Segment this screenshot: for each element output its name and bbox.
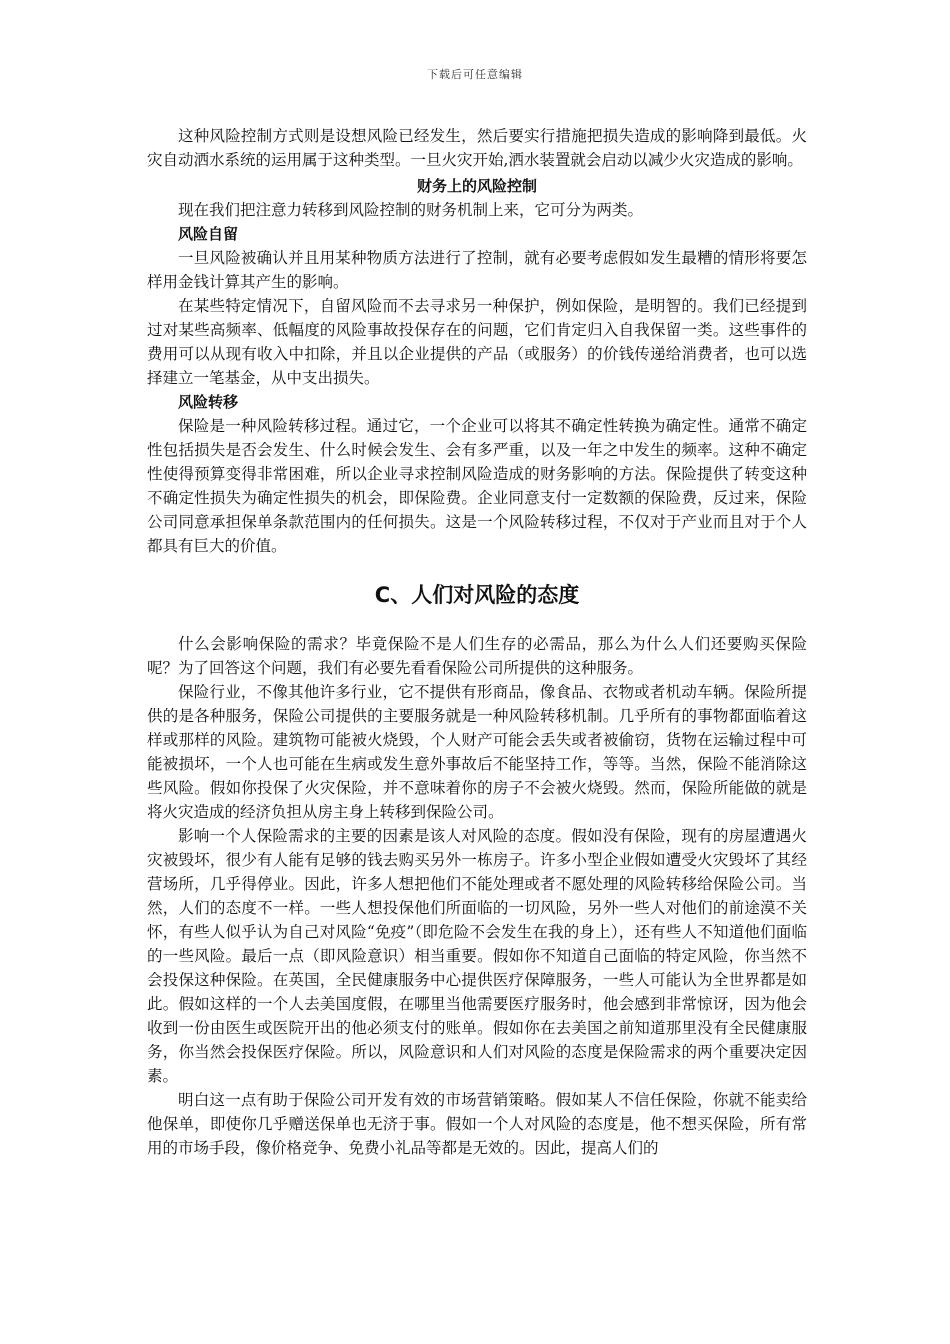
paragraph-transfer: 保险是一种风险转移过程。通过它，一个企业可以将其不确定性转换为确定性。通常不确定性包括损失是否会发生、什么时候会发生、会有多严重，以及一年之中发生的频率。这种不确定性使得预算变得非常困难，所以企业寻求控制风险造成的财务影响的方法。保险提供了转变这种不确定性损失为确定性损失的机会，即保险费。企业同意支付一定数额的保险费，反过来，保险公司同意承担保单条款范围内的任何损失。这是一个风险转移过程，不仅对于产业而且对于个人都具有巨大的价值。 bbox=[147, 417, 807, 555]
paragraph-retention-1: 一旦风险被确认并且用某种物质方法进行了控制，就有必要考虑假如发生最糟的情形将要怎样用金钱计算其产生的影响。 bbox=[147, 249, 807, 291]
paragraph-financial-intro: 现在我们把注意力转移到风险控制的财务机制上来，它可分为两类。 bbox=[178, 201, 644, 219]
section-title-attitudes: C、人们对风险的态度 bbox=[374, 583, 580, 607]
paragraph-demand-question: 什么会影响保险的需求？毕竟保险不是人们生存的必需品，那么为什么人们还要购买保险呢？为了回答这个问题，我们有必要先看看保险公司所提供的这种服务。 bbox=[147, 635, 807, 677]
heading-risk-retention: 风险自留 bbox=[178, 225, 239, 243]
heading-risk-transfer: 风险转移 bbox=[178, 393, 239, 411]
paragraph-risk-control-method: 这种风险控制方式则是设想风险已经发生，然后要实行措施把损失造成的影响降到最低。火灾自动洒水系统的运用属于这种类型。一旦火灾开始,洒水装置就会启动以减少火灾造成的影响。 bbox=[147, 127, 807, 169]
paragraph-insurance-industry: 保险行业，不像其他许多行业，它不提供有形商品，像食品、衣物或者机动车辆。保险所提供的是各种服务，保险公司提供的主要服务就是一种风险转移机制。几乎所有的事物都面临着这样或那样的风险。建筑物可能被火烧毁，个人财产可能会丢失或者被偷窃，货物在运输过程中可能被损坏，一个人也可能在生病或发生意外事故后不能坚持工作，等等。当然，保险不能消除这些风险。假如你投保了火灾保险，并不意味着你的房子不会被火烧毁。然而，保险所能做的就是将火灾造成的经济负担从房主身上转移到保险公司。 bbox=[147, 683, 807, 821]
heading-financial-risk-control: 财务上的风险控制 bbox=[416, 177, 537, 195]
paragraph-retention-2: 在某些特定情况下，自留风险而不去寻求另一种保护，例如保险，是明智的。我们已经提到过对某些高频率、低幅度的风险事故投保存在的问题，它们肯定归入自我保留一类。这些事件的费用可以从现有收入中扣除，并且以企业提供的产品（或服务）的价钱传递给消费者，也可以选择建立一笔基金，从中支出损失。 bbox=[147, 297, 807, 387]
paragraph-marketing: 明白这一点有助于保险公司开发有效的市场营销策略。假如某人不信任保险，你就不能卖给他保单，即使你几乎赠送保单也无济于事。假如一个人对风险的态度是，他不想买保险，所有常用的市场手段，像价格竞争、免费小礼品等都是无效的。因此，提高人们的 bbox=[147, 1091, 807, 1157]
page-header: 下载后可任意编辑 bbox=[427, 68, 523, 81]
paragraph-attitude-factor: 影响一个人保险需求的主要的因素是该人对风险的态度。假如没有保险，现有的房屋遭遇火灾被毁坏，很少有人能有足够的钱去购买另外一栋房子。许多小型企业假如遭受火灾毁坏了其经营场所，几乎得停业。因此，许多人想把他们不能处理或者不愿处理的风险转移给保险公司。当然，人们的态度不一样。一些人想投保他们所面临的一切风险，另外一些人对他们的前途漠不关怀，有些人似乎认为自己对风险“免疫”（即危险不会发生在我的身上），还有些人不知道他们面临的一些风险。最后一点（即风险意识）相当重要。假如你不知道自己面临的特定风险，你当然不会投保这种保险。在英国，全民健康服务中心提供医疗保障服务，一些人可能认为全世界都是如此。假如这样的一个人去美国度假，在哪里当他需要医疗服务时，他会感到非常惊讶，因为他会收到一份由医生或医院开出的他必须支付的账单。假如你在去美国之前知道那里没有全民健康服务，你当然会投保医疗保险。所以，风险意识和人们对风险的态度是保险需求的两个重要决定因素。 bbox=[147, 827, 807, 1085]
document-body bbox=[147, 124, 807, 1160]
